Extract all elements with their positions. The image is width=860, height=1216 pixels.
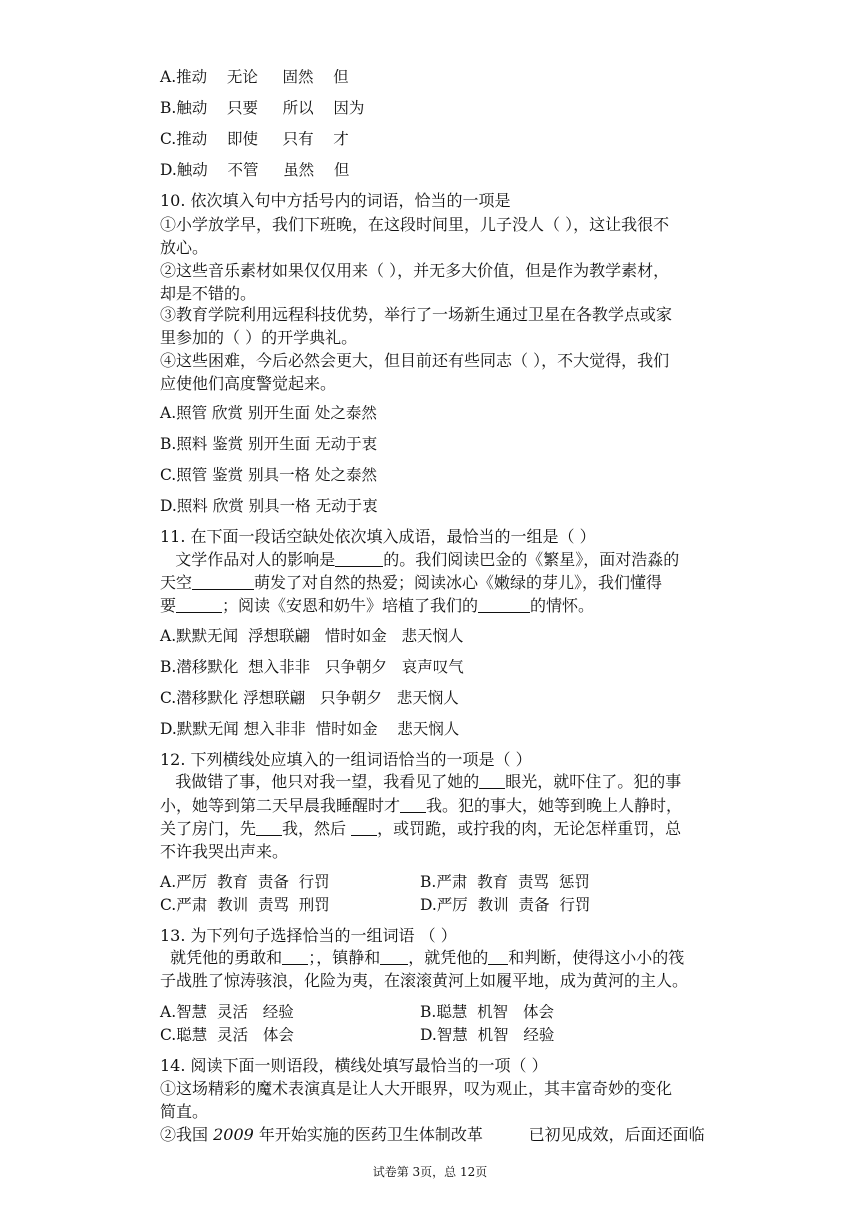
answer-blank — [488, 950, 508, 965]
q13-option-b: B.聪慧 机智 体会 — [420, 1003, 554, 1021]
q11-passage-line: 要 ；阅读《安恩和奶牛》培植了我们的 的情怀。 — [160, 596, 595, 615]
q9-option-a: A.推动 无论 固然 但 — [160, 68, 349, 86]
answer-blank — [478, 598, 530, 613]
q12-title: 12. 下列横线处应填入的一组词语恰当的一项是（ ） — [160, 750, 532, 769]
page-footer: 试卷第 3页，总 12页 — [372, 1165, 488, 1179]
q11-option-b: B.潜移默化 想入非非 只争朝夕 哀声叹气 — [160, 658, 464, 676]
q13-title: 13. 为下列句子选择恰当的一组词语 （ ） — [160, 926, 457, 945]
q11-option-a: A.默默无闻 浮想联翩 惜时如金 悲天悯人 — [160, 627, 464, 645]
answer-blank — [335, 552, 383, 567]
q13-passage-line: 子战胜了惊涛骇浪，化险为夷，在滚滚黄河上如履平地，成为黄河的主人。 — [160, 971, 689, 990]
q14-text-line: ②我国 2009 年开始实施的医药卫生体制改革 已初见成效，后面还面临 — [160, 1125, 705, 1144]
q12-option-b: B.严肃 教育 责骂 惩罚 — [420, 873, 590, 891]
q13-option-c: C.聪慧 灵活 体会 — [160, 1026, 294, 1044]
q13-option-d: D.智慧 机智 经验 — [420, 1026, 555, 1044]
q10-text-line: 里参加的（ ）的开学典礼。 — [160, 328, 358, 347]
q12-option-a: A.严厉 教育 责备 行罚 — [160, 873, 330, 891]
q10-option-c: C.照管 鉴赏 别具一格 处之泰然 — [160, 466, 378, 484]
q12-passage-line: 小，她等到第二天早晨我睡醒时才 我。犯的事大，她等到晚上人静时， — [160, 796, 683, 815]
q14-title: 14. 阅读下面一则语段，横线处填写最恰当的一项（ ） — [160, 1056, 548, 1075]
q13-passage-line: 就凭他的勇敢和 ；，镇静和 ，就凭他的 和判断，使得这小小的筏 — [160, 948, 685, 967]
q11-title: 11. 在下面一段话空缺处依次填入成语，最恰当的一组是（ ） — [160, 527, 596, 546]
q10-option-b: B.照料 鉴赏 别开生面 无动于衷 — [160, 435, 378, 453]
answer-blank — [256, 821, 282, 836]
q10-text-line: 应使他们高度警觉起来。 — [160, 374, 337, 393]
q11-option-d: D.默默无闻 想入非非 惜时如金 悲天悯人 — [160, 720, 460, 738]
q14-text-line: ①这场精彩的魔术表演真是让人大开眼界，叹为观止，其丰富奇妙的变化 — [160, 1079, 673, 1098]
answer-blank — [400, 798, 426, 813]
q13-option-a: A.智慧 灵活 经验 — [160, 1003, 294, 1021]
answer-blank — [192, 575, 254, 590]
answer-blank — [380, 950, 408, 965]
q10-text-line: ②这些音乐素材如果仅仅用来（ ），并无多大价值，但是作为教学素材， — [160, 261, 670, 280]
q10-title: 10. 依次填入句中方括号内的词语，恰当的一项是 — [160, 191, 511, 210]
q12-option-c: C.严肃 教训 责骂 刑罚 — [160, 896, 330, 914]
q12-passage-line: 不许我哭出声来。 — [160, 842, 289, 861]
q12-option-d: D.严厉 教训 责备 行罚 — [420, 896, 591, 914]
answer-blank — [282, 950, 308, 965]
q12-passage-line: 关了房门，先 我，然后 ，或罚跪，或拧我的肉，无论怎样重罚，总 — [160, 819, 682, 838]
q14-text-line: 简直。 — [160, 1102, 209, 1121]
q9-option-b: B.触动 只要 所以 因为 — [160, 99, 365, 117]
q10-option-a: A.照管 欣赏 别开生面 处之泰然 — [160, 404, 377, 422]
q10-text-line: 却是不错的。 — [160, 284, 257, 303]
q11-passage-line: 文学作品对人的影响是 的。我们阅读巴金的《繁星》，面对浩淼的 — [160, 550, 680, 569]
q10-option-d: D.照料 欣赏 别具一格 无动于衷 — [160, 497, 378, 515]
q12-passage-line: 我做错了事，他只对我一望，我看见了她的 眼光，就吓住了。犯的事 — [160, 772, 682, 791]
q11-passage-line: 天空 萌发了对自然的热爱；阅读冰心《嫩绿的芽儿》，我们懂得 — [160, 573, 663, 592]
answer-blank — [176, 598, 222, 613]
q10-text-line: 放心。 — [160, 238, 209, 257]
q10-text-line: ③教育学院利用远程科技优势，举行了一场新生通过卫星在各教学点或家 — [160, 305, 673, 324]
q10-text-line: ①小学放学早，我们下班晚，在这段时间里，儿子没人（ ），这让我很不 — [160, 215, 670, 234]
q10-text-line: ④这些困难，今后必然会更大，但目前还有些同志（ ），不大觉得，我们 — [160, 351, 670, 370]
q11-option-c: C.潜移默化 浮想联翩 只争朝夕 悲天悯人 — [160, 689, 459, 707]
answer-blank — [479, 774, 505, 789]
q9-option-d: D.触动 不管 虽然 但 — [160, 161, 350, 179]
answer-blank — [351, 821, 377, 836]
q9-option-c: C.推动 即使 只有 才 — [160, 130, 349, 148]
